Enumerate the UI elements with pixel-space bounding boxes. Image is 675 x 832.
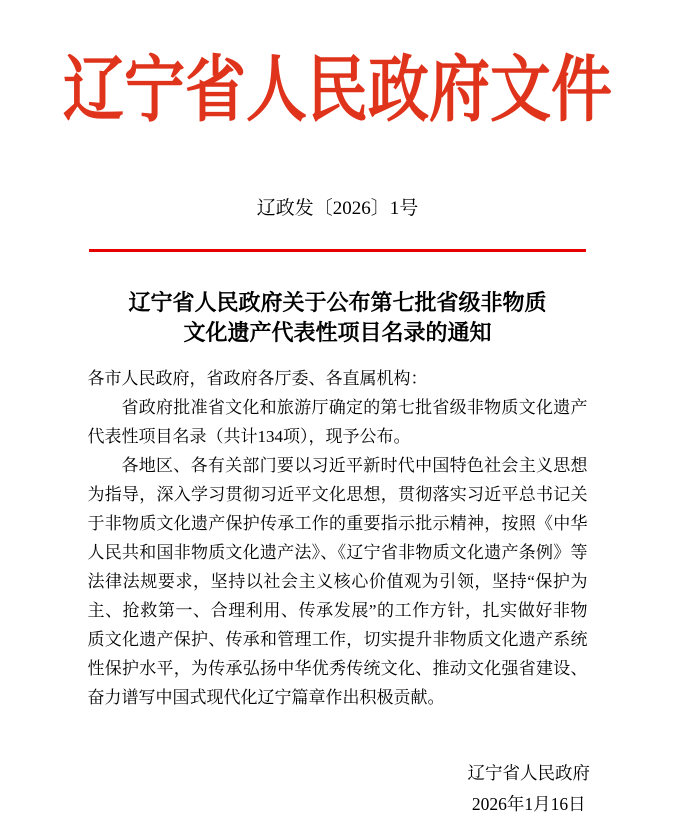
document-header-banner bbox=[0, 50, 675, 136]
salutation-line: 各市人民政府，省政府各厅委、各直属机构： bbox=[87, 369, 428, 388]
body-paragraph-1: 省政府批准省文化和旅游厅确定的第七批省级非物质文化遗产代表性项目名录（共计134项），现予公布。 bbox=[87, 398, 588, 446]
issue-date: 2026年1月16日 bbox=[471, 794, 586, 814]
document-number: 辽政发〔2026〕1号 bbox=[256, 198, 419, 219]
signature-block bbox=[468, 758, 591, 820]
document-title-line-2: 文化遗产代表性项目名录的通知 bbox=[183, 320, 492, 345]
red-divider-line bbox=[89, 249, 586, 252]
document-title-line-1: 辽宁省人民政府关于公布第七批省级非物质 bbox=[128, 290, 547, 315]
document-title bbox=[0, 288, 675, 348]
document-body bbox=[88, 364, 588, 712]
body-paragraph-2: 各地区、各有关部门要以习近平新时代中国特色社会主义思想为指导，深入学习贯彻习近平文化思想，贯彻落实习近平总书记关于非物质文化遗产保护传承工作的重要指示批示精神，按照《中华人民共和国非物质文化遗产法》、《辽宁省非物质文化遗产条例》等法律法规要求，坚持以社会主义核心价值观为引领，坚持“保护为主、抢救第一、合理利用、传承发展”的工作方针，扎实做好非物质文化遗产保护、传承和管理工作，切实提升非物质文化遗产系统性保护水平，为传承弘扬中华优秀传统文化、推动文化强省建设、奋力谱写中国式现代化辽宁篇章作出积极贡献。 bbox=[87, 456, 588, 707]
issuer-name: 辽宁省人民政府 bbox=[467, 763, 590, 783]
document-header-title: 辽宁省人民政府文件 bbox=[62, 52, 612, 132]
